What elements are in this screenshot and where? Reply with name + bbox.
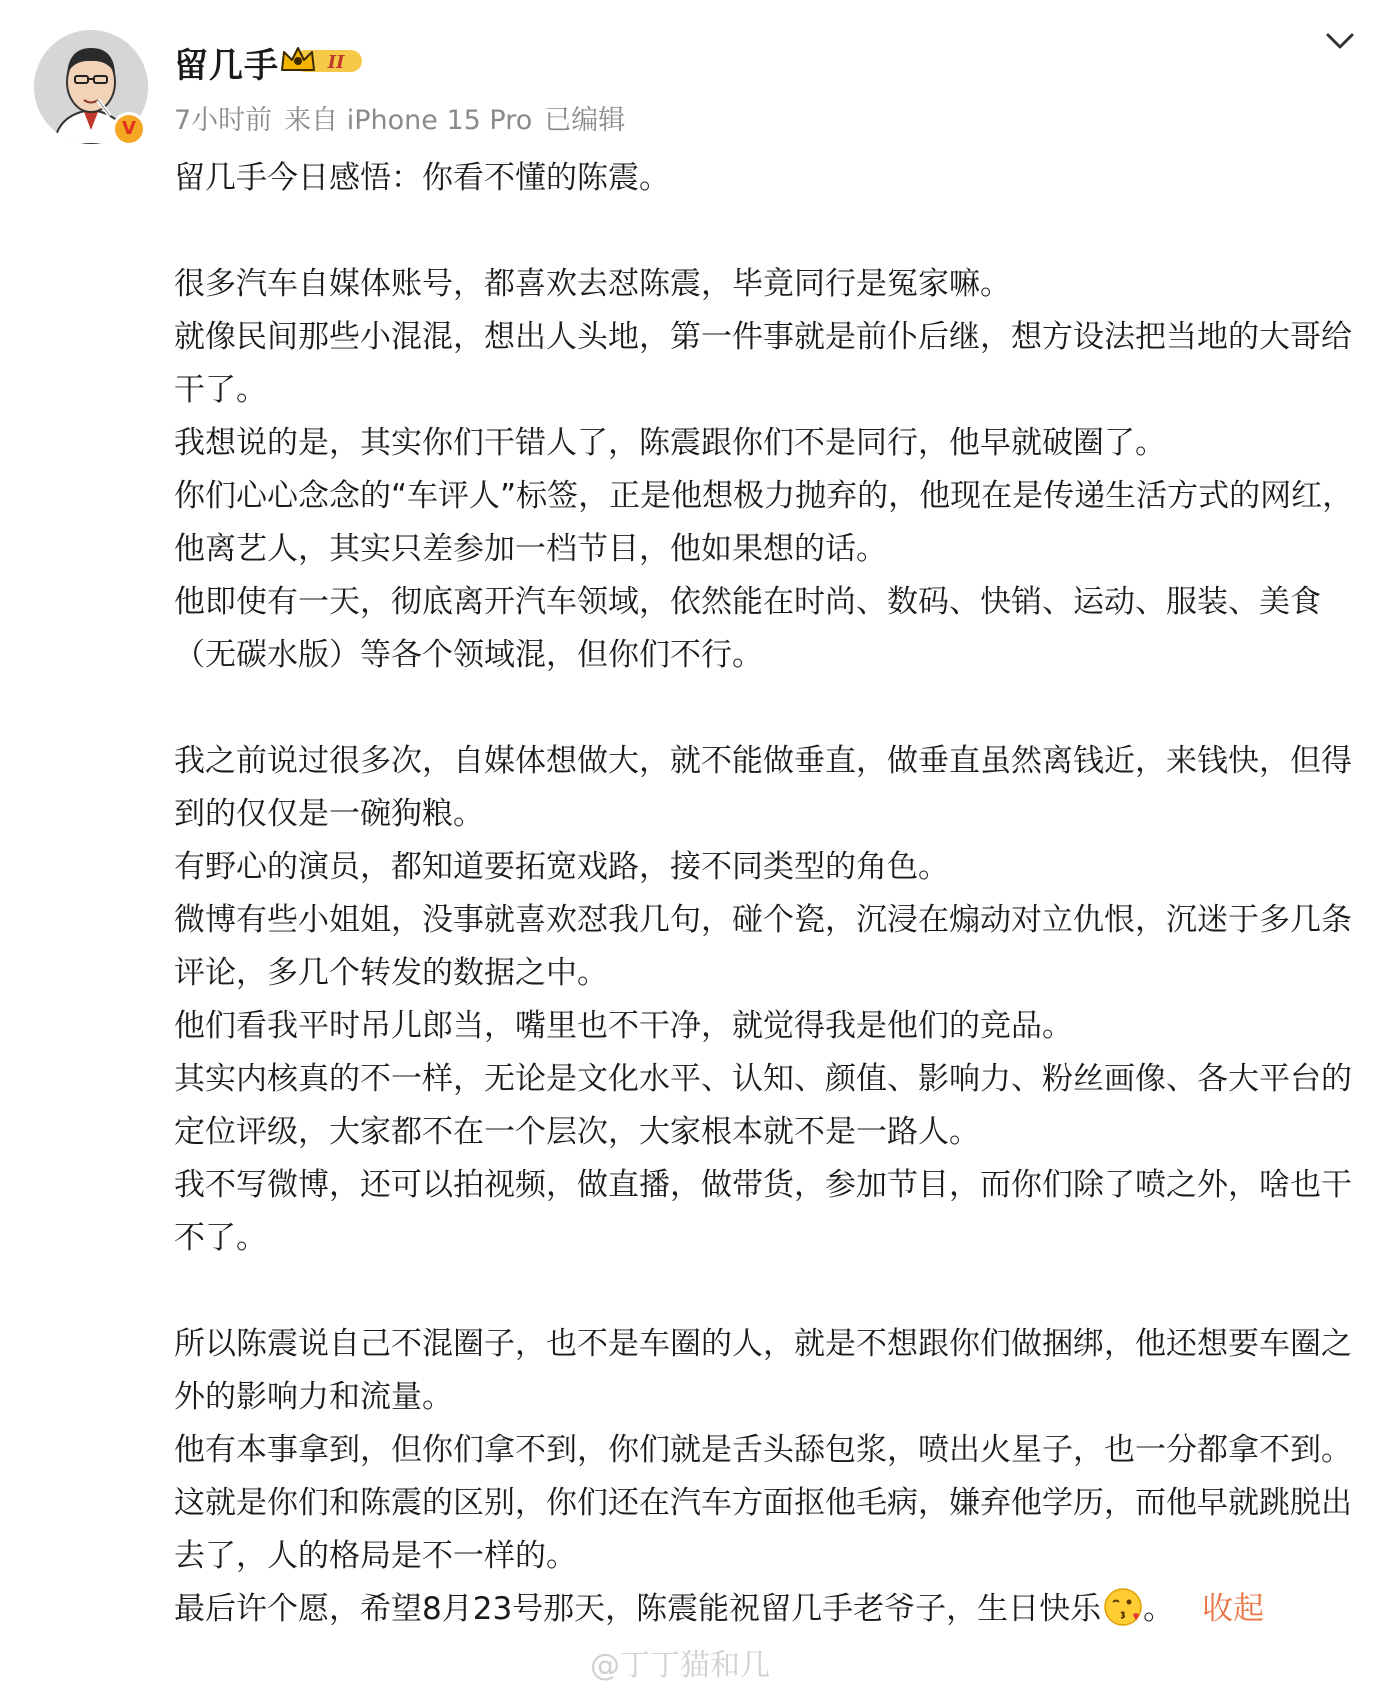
post-paragraph: 所以陈震说自己不混圈子，也不是车圈的人，就是不想跟你们做捆绑，他还想要车圈之外的影响力和流量。 他有本事拿到，但你们拿不到，你们就是舌头舔包浆，喷出火星子，也一分都拿不到。 这就是你们和陈震的区别，你们还在汽车方面抠他毛病，嫌弃他学历，而他早就跳脱出去了，人的格局是不一样的。 <box>174 1326 1352 1574</box>
post-content <box>174 152 1370 1636</box>
verified-v-icon: V <box>112 112 146 146</box>
post-time: 7小时前 <box>174 105 273 136</box>
edited-label[interactable]: 已编辑 <box>544 105 626 136</box>
author-name[interactable]: 留几手 <box>174 46 279 86</box>
crown-level-icon <box>280 44 366 78</box>
watermark: @丁丁猫和几 <box>590 1648 770 1683</box>
last-line-punct: 。 <box>1143 1591 1175 1627</box>
kiss-face-emoji-icon <box>1103 1587 1143 1627</box>
post-paragraph: 我之前说过很多次，自媒体想做大，就不能做垂直，做垂直虽然离钱近，来钱快，但得到的仅仅是一碗狗粮。 有野心的演员，都知道要拓宽戏路，接不同类型的角色。 微博有些小姐姐，没事就喜欢怼我几句，碰个瓷，沉浸在煽动对立仇恨，沉迷于多几条评论，多几个转发的数据之中。 他们看我平时吊儿郎当，嘴里也不干净，就觉得我是他们的竞品。 其实内核真的不一样，无论是文化水平、认知、颜值、影响力、粉丝画像、各大平台的定位评级，大家都不在一个层次，大家根本就不是一路人。 我不写微博，还可以拍视频，做直播，做带货，参加节目，而你们除了喷之外，啥也干不了。 <box>174 743 1352 1256</box>
last-line-text: 最后许个愿，希望8月23号那天，陈震能祝留几手老爷子，生日快乐 <box>174 1591 1102 1627</box>
collapse-button[interactable]: 收起 <box>1202 1591 1265 1627</box>
level-badge-text: II <box>327 52 345 73</box>
chevron-down-icon[interactable] <box>1322 26 1358 56</box>
post-source: 来自 iPhone 15 Pro <box>284 105 533 136</box>
post-meta <box>174 98 637 137</box>
post-last-line <box>174 1583 1370 1636</box>
post-paragraph: 很多汽车自媒体账号，都喜欢去怼陈震，毕竟同行是冤家嘛。 就像民间那些小混混，想出人头地，第一件事就是前仆后继，想方设法把当地的大哥给干了。 我想说的是，其实你们干错人了，陈震跟你们不是同行，他早就破圈了。 你们心心念念的“车评人”标签，正是他想极力抛弃的，他现在是传递生活方式的网红，他离艺人，其实只差参加一档节目，他如果想的话。 他即使有一天，彻底离开汽车领域，依然能在时尚、数码、快销、运动、服装、美食（无碳水版）等各个领域混，但你们不行。 <box>174 266 1354 673</box>
post-paragraph: 留几手今日感悟：你看不懂的陈震。 <box>174 160 670 196</box>
